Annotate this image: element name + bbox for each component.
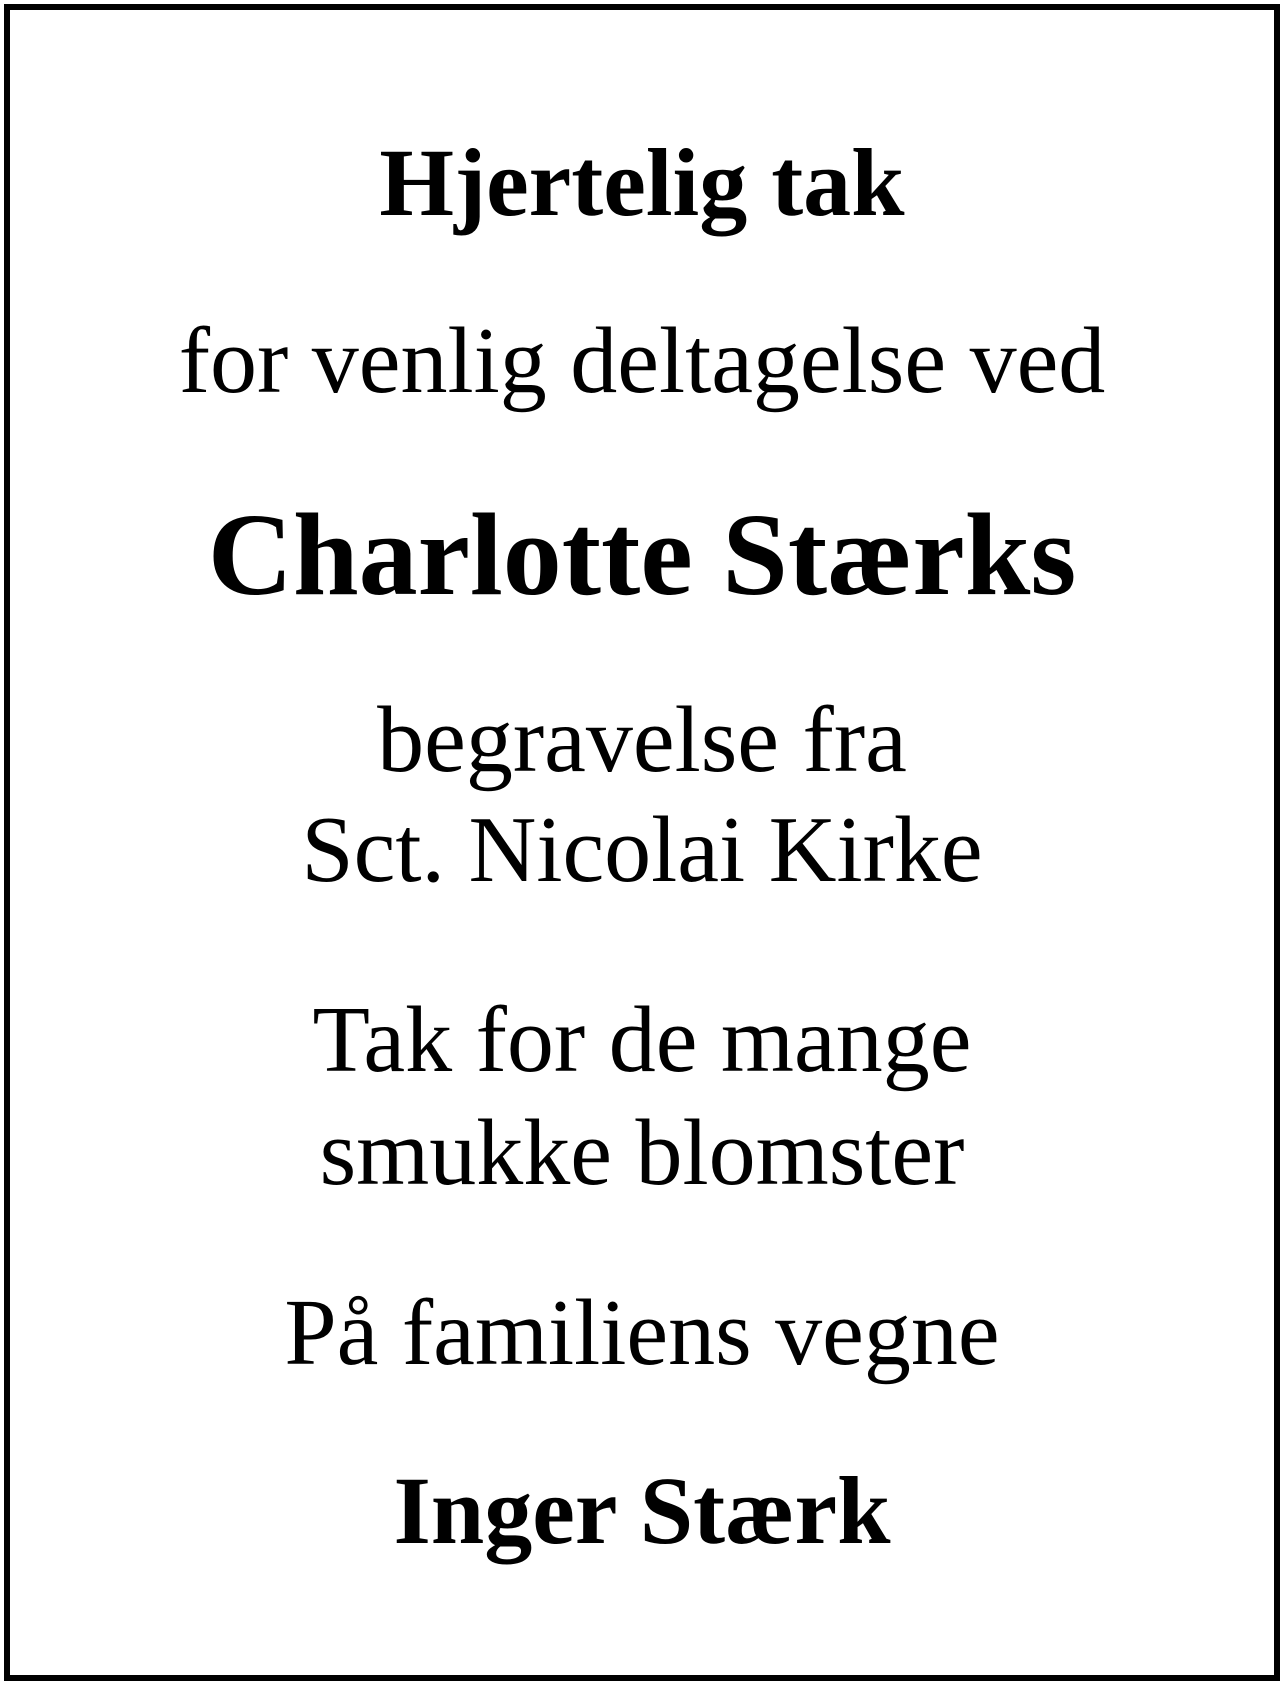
deceased-name: Charlotte Stærks [207,489,1077,620]
notice-signature: Inger Stærk [393,1457,891,1564]
funeral-text-line-2: Sct. Nicolai Kirke [301,798,983,902]
funeral-text-line-1: begravelse fra [377,688,907,792]
thank-you-notice [4,4,1280,1681]
flowers-thanks-line-1: Tak for de mange [312,988,972,1092]
notice-heading: Hjertelig tak [379,129,905,236]
flowers-thanks-line-2: smukke blomster [319,1101,965,1205]
notice-signoff: På familiens vegne [284,1281,1000,1385]
notice-subheading: for venlig deltagelse ved [178,309,1106,413]
